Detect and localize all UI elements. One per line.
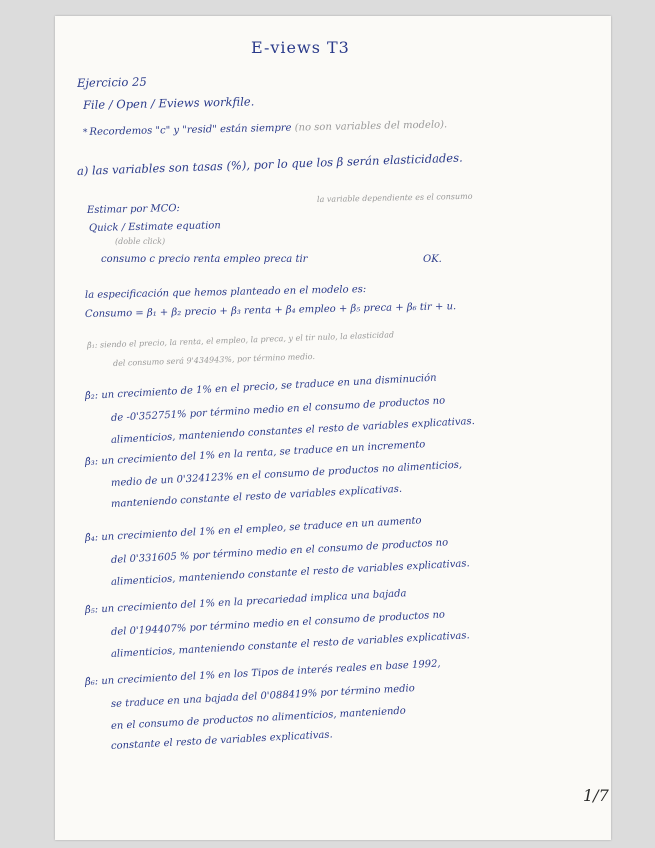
beta-2-line-1: un crecimiento de 1% en el precio, se traduce en una disminución bbox=[101, 372, 437, 402]
beta-1-line-2: del consumo será 9'434943%, por término medio. bbox=[112, 351, 316, 368]
beta-5-symbol: β̂₅: bbox=[84, 604, 99, 616]
beta-3-line-2: medio de un 0'324123% en el consumo de productos no alimenticios, bbox=[110, 459, 463, 489]
beta-5-interpretation bbox=[85, 589, 407, 616]
beta-2-symbol: β̂₂: bbox=[84, 390, 99, 402]
estimate-label: Estimar por MCO: bbox=[86, 203, 180, 216]
equation-input: consumo c precio renta empleo preca tir bbox=[101, 254, 308, 265]
beta-3-line-3: manteniendo constante el resto de variables explicativas. bbox=[110, 483, 403, 510]
menu-path: File / Open / Eviews workfile. bbox=[82, 94, 255, 112]
asterisk-icon: * bbox=[82, 127, 88, 138]
section-a: a) las variables son tasas (%), por lo que los β serán elasticidades. bbox=[76, 150, 463, 178]
beta-1-symbol: β̂₁: bbox=[86, 340, 98, 350]
ok-label: OK. bbox=[423, 254, 442, 265]
beta-2-line-3: alimenticios, manteniendo constantes el resto de variables explicativas. bbox=[110, 415, 476, 446]
page-number: 1/7 bbox=[583, 786, 609, 805]
page-title: E-views T3 bbox=[251, 38, 350, 57]
beta-2-line-2: de -0'352751% por término medio en el consumo de productos no bbox=[110, 395, 446, 424]
beta-4-line-3: alimenticios, manteniendo constante el resto de variables explicativas. bbox=[110, 558, 470, 588]
beta-3-line-1: un crecimiento del 1% en la renta, se traduce en un incremento bbox=[101, 439, 426, 468]
beta-4-symbol: β̂₄: bbox=[84, 532, 99, 544]
beta-4-line-2: del 0'331605 % por término medio en el consumo de productos no bbox=[110, 537, 449, 566]
notebook-page bbox=[55, 16, 611, 840]
quick-menu-path: Quick / Estimate equation bbox=[88, 220, 221, 234]
double-click-note: (doble click) bbox=[115, 237, 166, 246]
beta-5-line-2: del 0'194407% por término medio en el consumo de productos no bbox=[110, 609, 446, 638]
beta-5-line-1: un crecimiento del 1% en la precariedad implica una bajada bbox=[101, 588, 407, 616]
beta-1-interpretation bbox=[87, 331, 394, 350]
beta-5-line-3: alimenticios, manteniendo constante el resto de variables explicativas. bbox=[110, 630, 470, 660]
specification-intro: la especificación que hemos planteado en el modelo es: bbox=[84, 284, 367, 301]
beta-6-symbol: β̂₆: bbox=[84, 676, 99, 688]
reminder-text: Recordemos "c" y "resid" están siempre bbox=[89, 122, 292, 138]
exercise-label: Ejercicio 25 bbox=[76, 74, 147, 90]
reminder-note: (no son variables del modelo). bbox=[294, 119, 448, 134]
beta-3-symbol: β̂₃: bbox=[84, 456, 99, 468]
beta-4-line-1: un crecimiento del 1% en el empleo, se traduce en un aumento bbox=[101, 515, 422, 544]
dependent-variable-note: la variable dependiente es el consumo bbox=[316, 191, 473, 204]
beta-6-line-4: constante el resto de variables explicativas. bbox=[110, 729, 333, 752]
beta-6-line-3: en el consumo de productos no alimenticios, manteniendo bbox=[110, 705, 407, 732]
beta-1-line-1: siendo el precio, la renta, el empleo, la preca, y el tir nulo, la elasticidad bbox=[99, 330, 395, 350]
beta-6-line-2: se traduce en una bajada del 0'088419% por término medio bbox=[110, 683, 416, 710]
beta-4-interpretation bbox=[85, 516, 422, 544]
beta-6-line-1: un crecimiento del 1% en los Tipos de interés reales en base 1992, bbox=[101, 658, 441, 688]
model-equation: Consumo = β₁ + β₂ precio + β₃ renta + β₄ empleo + β₅ preca + β₆ tir + u. bbox=[84, 301, 457, 320]
reminder-line bbox=[83, 120, 447, 138]
